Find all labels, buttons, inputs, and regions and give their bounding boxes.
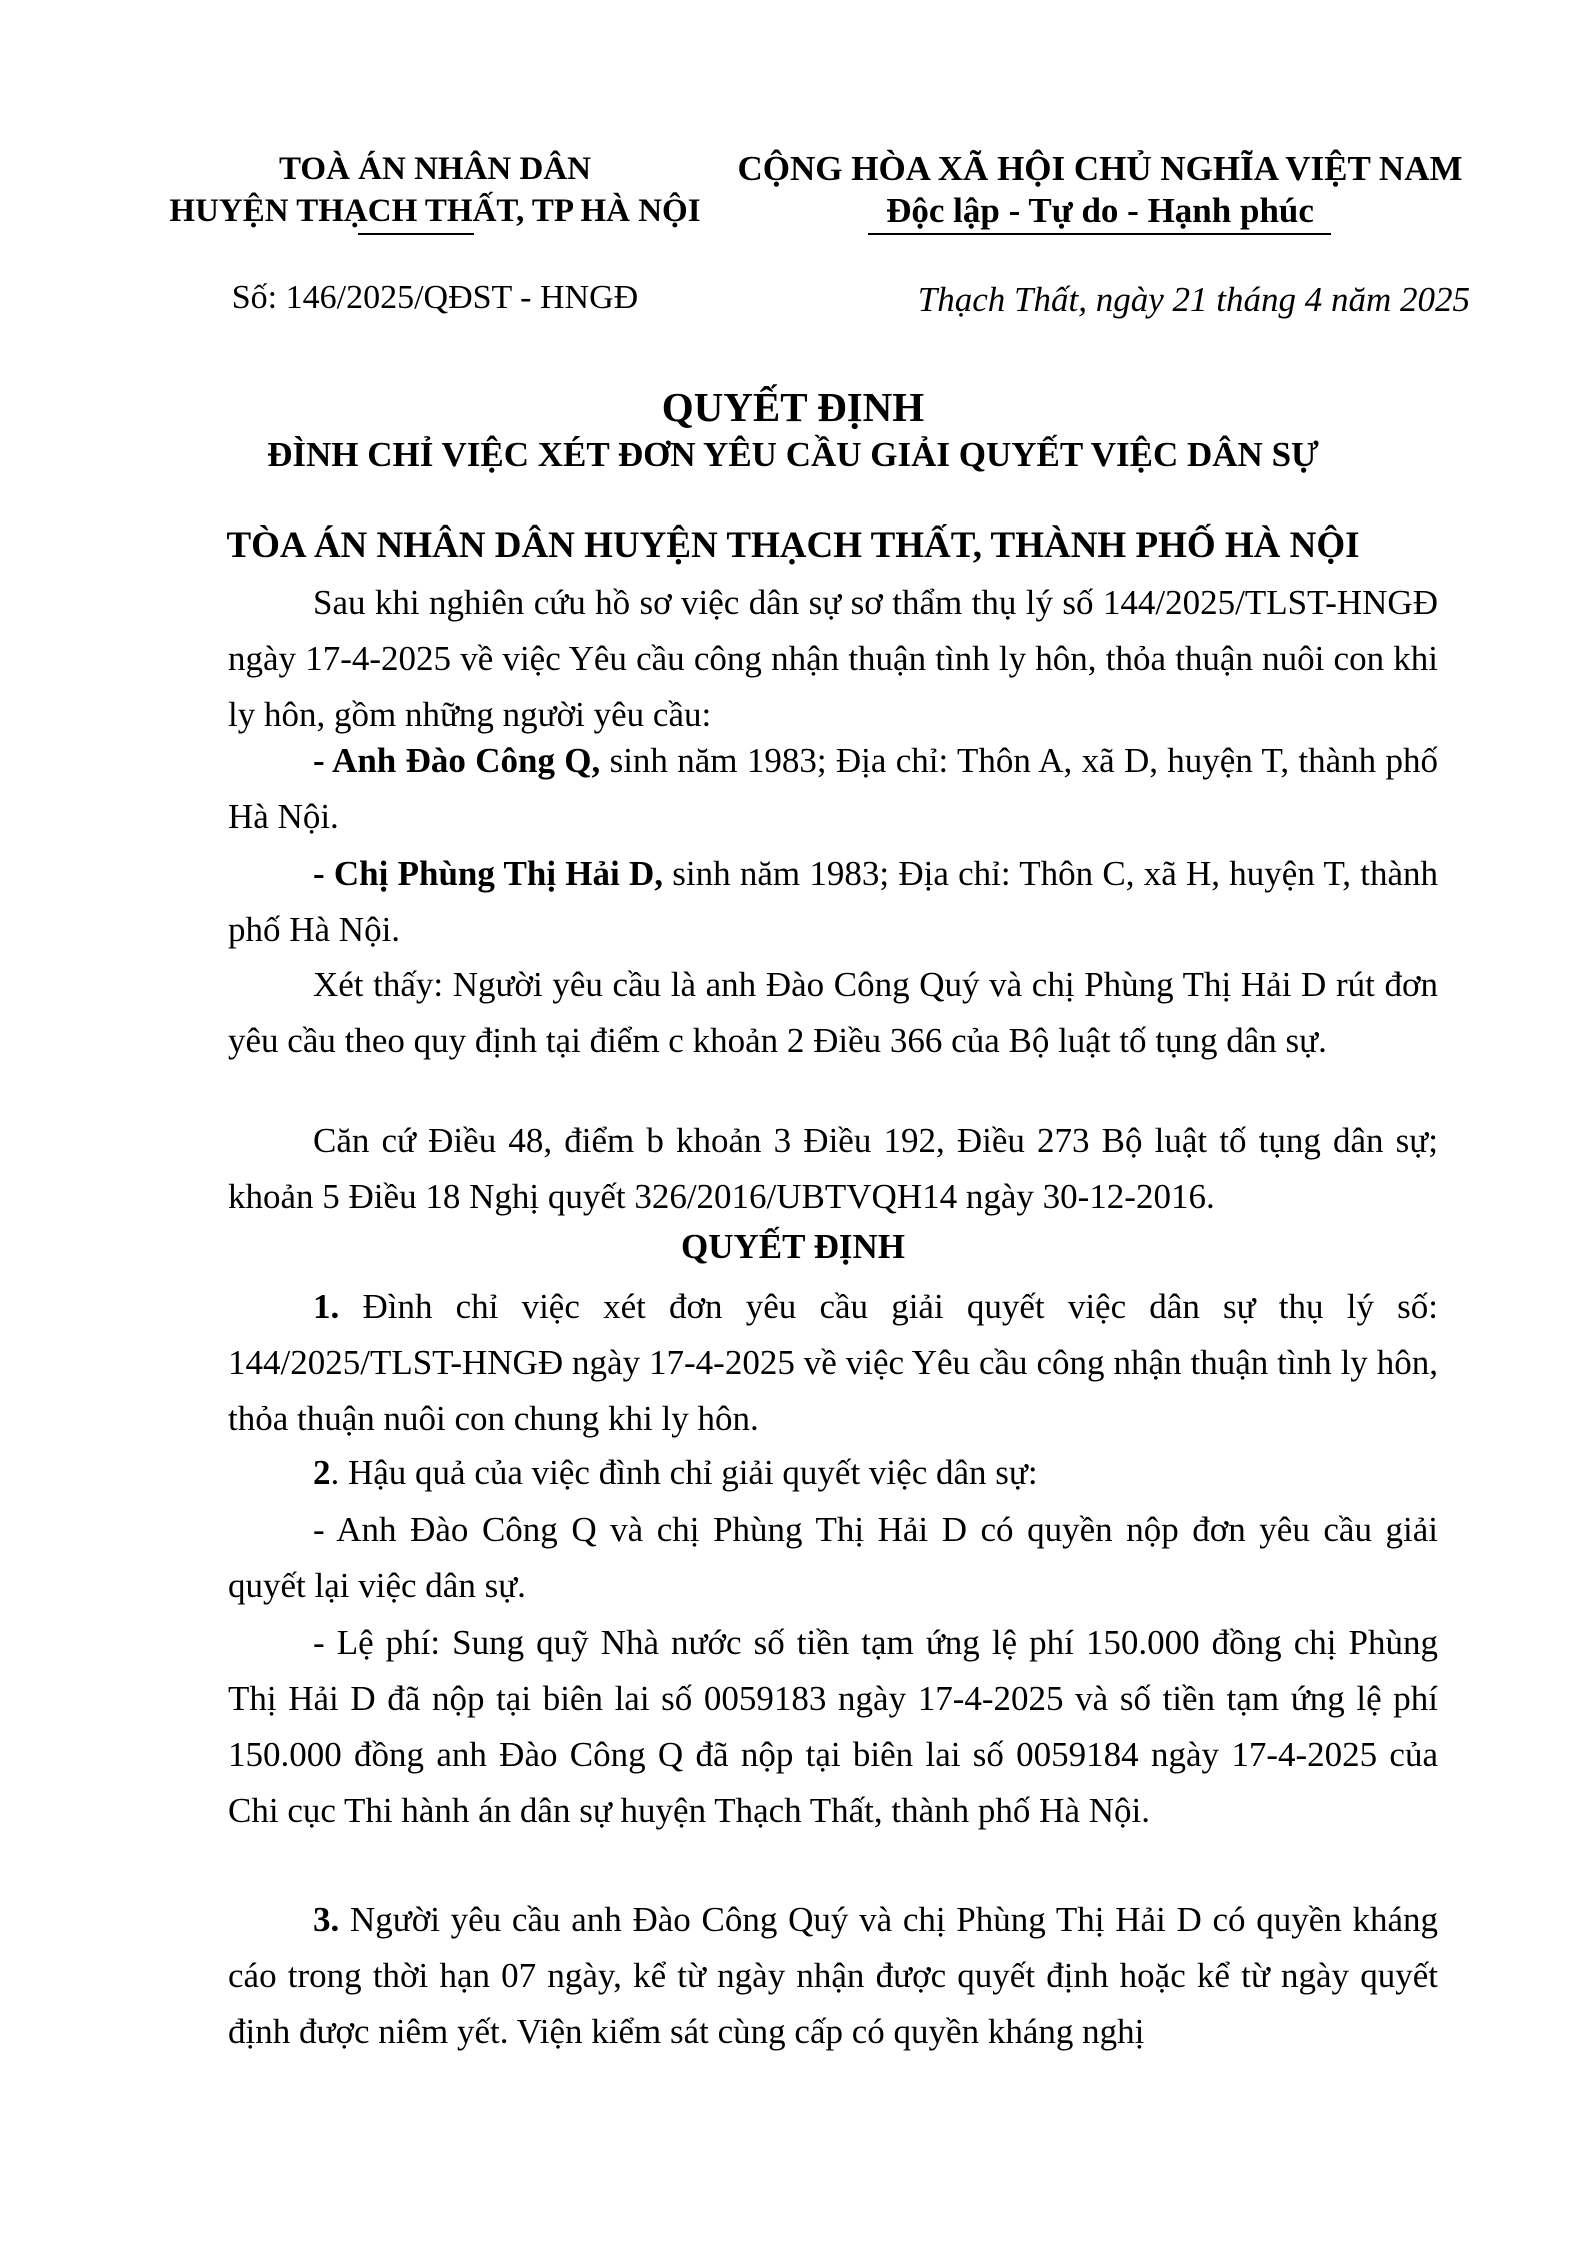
petitioner-2 — [228, 846, 1438, 958]
petitioner-2-details: sinh năm 1983; Địa chỉ: Thôn C, xã H, huyện T, thành phố Hà Nội. — [228, 854, 1438, 949]
court-district: HUYỆN THẠCH THẤT, TP HÀ NỘI — [169, 193, 701, 229]
consideration-paragraph: Xét thấy: Người yêu cầu là anh Đào Công Quý và chị Phùng Thị Hải D rút đơn yêu cầu theo quy định tại điểm c khoản 2 Điều 366 của Bộ luật tố tụng dân sự. — [228, 965, 1438, 1060]
decision-item-2-number: 2 — [313, 1453, 331, 1492]
document-title: QUYẾT ĐỊNH — [661, 384, 925, 430]
decision-item-3-number: 3. — [313, 1900, 340, 1939]
decision-item-1-number: 1. — [313, 1287, 340, 1326]
document-date: Thạch Thất, ngày 21 tháng 4 năm 2025 — [917, 280, 1470, 319]
petitioner-1 — [228, 733, 1438, 845]
court-header — [130, 148, 740, 232]
decision-heading: QUYẾT ĐỊNH — [681, 1227, 905, 1266]
document-subtitle: ĐÌNH CHỈ VIỆC XÉT ĐƠN YÊU CẦU GIẢI QUYẾT VIỆC DÂN SỰ — [267, 435, 1319, 474]
court-title: TÒA ÁN NHÂN DÂN HUYỆN THẠCH THẤT, THÀNH PHỐ HÀ NỘI — [226, 525, 1360, 566]
court-name: TOÀ ÁN NHÂN DÂN — [279, 151, 591, 187]
document-number: Số: 146/2025/QĐST - HNGĐ — [231, 279, 639, 316]
decision-item-2a: - Anh Đào Công Q và chị Phùng Thị Hải D có quyền nộp đơn yêu cầu giải quyết lại việc dân sự. — [228, 1510, 1438, 1605]
decision-item-1 — [228, 1279, 1438, 1447]
national-motto-rule — [868, 233, 1331, 235]
national-motto: Độc lập - Tự do - Hạnh phúc — [886, 191, 1314, 230]
national-header — [700, 148, 1500, 232]
petitioner-1-details: sinh năm 1983; Địa chỉ: Thôn A, xã D, huyện T, thành phố Hà Nội. — [228, 741, 1438, 836]
intro-paragraph: Sau khi nghiên cứu hồ sơ việc dân sự sơ thẩm thụ lý số 144/2025/TLST-HNGĐ ngày 17-4-2025 về việc Yêu cầu công nhận thuận tình ly hôn, thỏa thuận nuôi con khi ly hôn, gồm những người yêu cầu: — [228, 583, 1438, 734]
legal-basis-paragraph: Căn cứ Điều 48, điểm b khoản 3 Điều 192, Điều 273 Bộ luật tố tụng dân sự; khoản 5 Điều 18 Nghị quyết 326/2016/UBTVQH14 ngày 30-12-2016. — [228, 1121, 1438, 1216]
decision-item-2 — [228, 1445, 1438, 1501]
decision-item-3 — [228, 1892, 1438, 2060]
decision-item-2b: - Lệ phí: Sung quỹ Nhà nước số tiền tạm ứng lệ phí 150.000 đồng chị Phùng Thị Hải D đã nộp tại biên lai số 0059183 ngày 17-4-2025 và số tiền tạm ứng lệ phí 150.000 đồng anh Đào Công Q đã nộp tại biên lai số 0059184 ngày 17-4-2025 của Chi cục Thi hành án dân sự huyện Thạch Thất, thành phố Hà Nội. — [228, 1623, 1438, 1830]
petitioner-1-name: - Anh Đào Công Q, — [313, 741, 601, 780]
decision-item-1-text: Đình chỉ việc xét đơn yêu cầu giải quyết việc dân sự thụ lý số: 144/2025/TLST-HNGĐ ngày 17-4-2025 về việc Yêu cầu công nhận thuận tình ly hôn, thỏa thuận nuôi con chung khi ly hôn. — [228, 1287, 1438, 1438]
decision-item-2-text: . Hậu quả của việc đình chỉ giải quyết việc dân sự: — [330, 1453, 1038, 1492]
petitioner-2-name: - Chị Phùng Thị Hải D, — [313, 854, 664, 893]
court-header-rule — [358, 233, 474, 235]
national-name: CỘNG HÒA XÃ HỘI CHỦ NGHĨA VIỆT NAM — [737, 149, 1463, 188]
decision-item-3-text: Người yêu cầu anh Đào Công Quý và chị Phùng Thị Hải D có quyền kháng cáo trong thời hạn 07 ngày, kể từ ngày nhận được quyết định hoặc kể từ ngày quyết định được niêm yết. Viện kiểm sát cùng cấp có quyền kháng nghị — [228, 1900, 1438, 2051]
